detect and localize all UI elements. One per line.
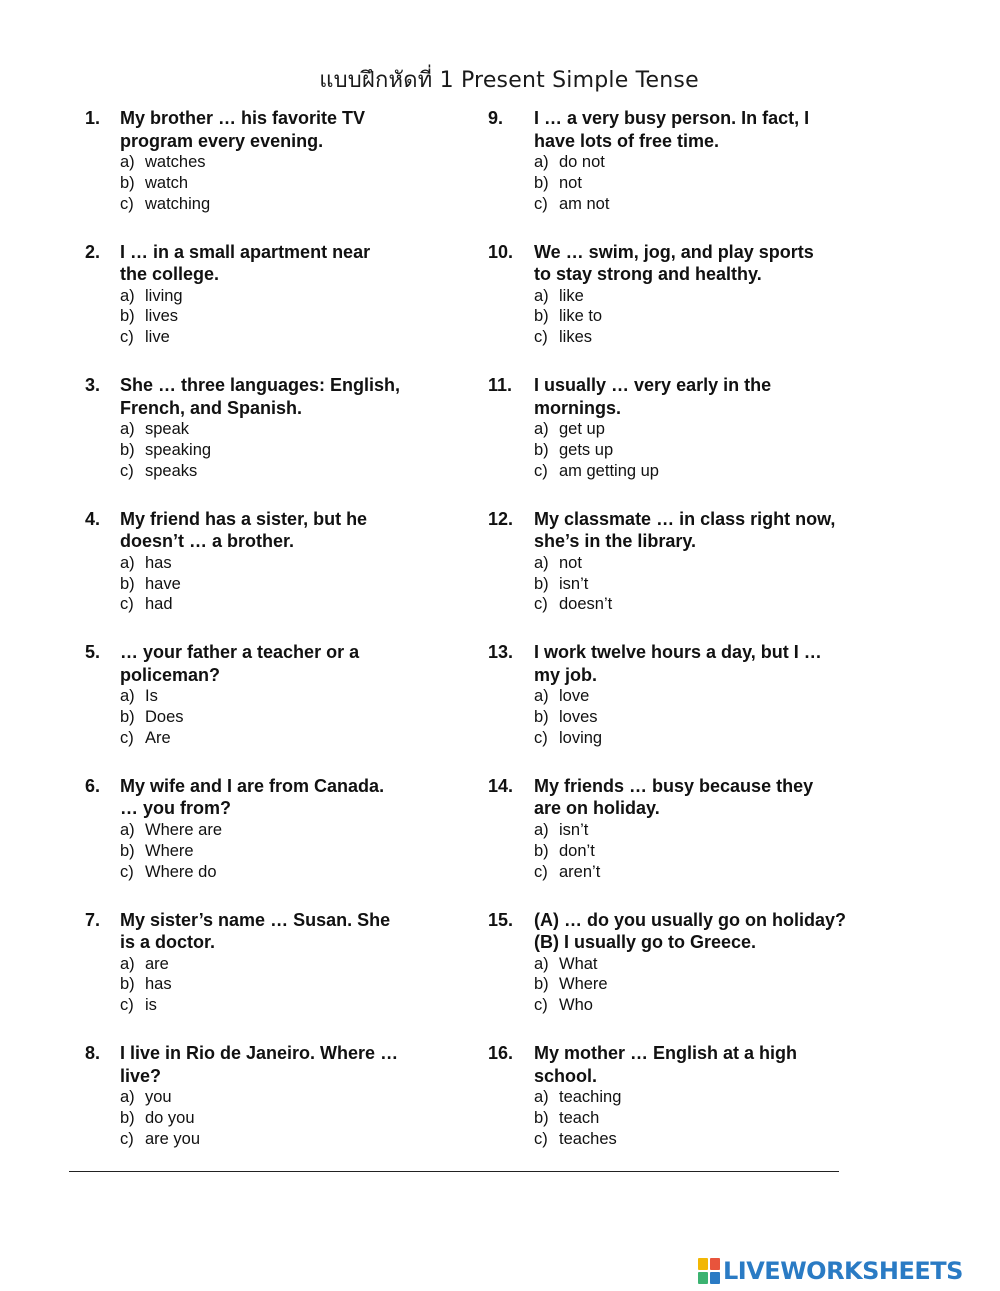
- answer-option[interactable]: [120, 820, 445, 841]
- question-text: [120, 508, 445, 553]
- question-number: 15.: [488, 909, 514, 930]
- option-text: has: [145, 553, 172, 572]
- question-item: [85, 909, 445, 1043]
- logo-blocks-icon: [698, 1258, 720, 1284]
- answer-options: [120, 1087, 445, 1149]
- answer-option[interactable]: [534, 327, 908, 348]
- option-text: are you: [145, 1129, 201, 1148]
- option-text: has: [145, 975, 172, 994]
- question-text: [120, 909, 445, 954]
- option-text: Where: [559, 975, 608, 994]
- answer-option[interactable]: [534, 440, 908, 461]
- question-number: 10.: [488, 241, 514, 262]
- answer-options: [534, 1087, 908, 1149]
- option-letter: c): [534, 1129, 548, 1148]
- questions-right-column: [488, 107, 908, 1176]
- option-text: live: [145, 328, 170, 347]
- answer-option[interactable]: [534, 707, 908, 728]
- question-item: [85, 641, 445, 775]
- option-text: get up: [559, 420, 605, 439]
- option-letter: c): [120, 862, 134, 881]
- option-letter: a): [120, 687, 135, 706]
- answer-option[interactable]: [534, 862, 908, 883]
- question-item: [85, 241, 445, 375]
- question-text: [534, 241, 908, 286]
- worksheet-title: แบบฝึกหัดที่ 1 Present Simple Tense: [319, 68, 699, 93]
- option-letter: b): [534, 307, 549, 326]
- option-letter: b): [120, 975, 135, 994]
- answer-options: [534, 553, 908, 615]
- question-text-line: policeman?: [120, 664, 221, 685]
- question-number: 16.: [488, 1043, 514, 1064]
- question-number: 2.: [85, 241, 101, 262]
- question-text-line: the college.: [120, 264, 220, 285]
- option-text: had: [145, 595, 173, 614]
- answer-options: [120, 553, 445, 615]
- option-letter: c): [534, 728, 548, 747]
- question-item: [488, 1042, 908, 1176]
- option-letter: c): [534, 996, 548, 1015]
- answer-option[interactable]: [120, 152, 445, 173]
- option-text: like: [559, 286, 584, 305]
- option-text: loving: [559, 728, 603, 747]
- option-letter: b): [534, 841, 549, 860]
- option-letter: b): [534, 574, 549, 593]
- option-letter: b): [120, 708, 135, 727]
- answer-option[interactable]: [534, 461, 908, 482]
- option-text: do you: [145, 1108, 195, 1127]
- option-letter: c): [534, 194, 548, 213]
- question-text-line: … your father a teacher or a: [120, 642, 360, 663]
- option-text: gets up: [559, 440, 614, 459]
- answer-option[interactable]: [120, 419, 445, 440]
- question-number: 6.: [85, 775, 101, 796]
- answer-option[interactable]: [120, 461, 445, 482]
- question-item: [488, 107, 908, 241]
- option-letter: c): [120, 1129, 134, 1148]
- question-text-line: is a doctor.: [120, 932, 216, 953]
- question-number: 12.: [488, 508, 514, 529]
- questions-left-column: [85, 107, 445, 1176]
- answer-option[interactable]: [120, 594, 445, 615]
- answer-options: [120, 419, 445, 481]
- answer-option[interactable]: [120, 1087, 445, 1108]
- question-number: 11.: [488, 375, 513, 396]
- answer-options: [534, 152, 908, 214]
- answer-options: [120, 152, 445, 214]
- option-text: likes: [559, 328, 593, 347]
- answer-option[interactable]: [120, 862, 445, 883]
- question-text-line: She … three languages: English,: [120, 375, 401, 396]
- question-text-line: I live in Rio de Janeiro. Where …: [120, 1043, 399, 1064]
- answer-option[interactable]: [534, 306, 908, 327]
- option-letter: c): [120, 728, 134, 747]
- option-text: Where: [145, 841, 194, 860]
- option-letter: b): [534, 975, 549, 994]
- option-letter: a): [534, 1088, 549, 1107]
- option-letter: c): [120, 194, 134, 213]
- question-number: 3.: [85, 375, 101, 396]
- option-text: are: [145, 954, 169, 973]
- question-item: [488, 241, 908, 375]
- answer-option[interactable]: [120, 954, 445, 975]
- option-text: Is: [145, 687, 158, 706]
- question-text-line: school.: [534, 1065, 598, 1086]
- logo-block: [698, 1272, 708, 1284]
- option-letter: b): [120, 307, 135, 326]
- question-item: [488, 775, 908, 909]
- answer-option[interactable]: [120, 173, 445, 194]
- answer-option[interactable]: [534, 594, 908, 615]
- option-letter: a): [534, 286, 549, 305]
- question-text: [534, 775, 908, 820]
- question-text: [120, 1042, 445, 1087]
- question-text-line: My wife and I are from Canada.: [120, 775, 385, 796]
- question-text-line: My brother … his favorite TV: [120, 108, 366, 128]
- answer-option[interactable]: [534, 974, 908, 995]
- answer-option[interactable]: [534, 574, 908, 595]
- option-letter: a): [120, 820, 135, 839]
- answer-option[interactable]: [534, 841, 908, 862]
- option-letter: a): [120, 954, 135, 973]
- logo-block: [698, 1258, 708, 1270]
- answer-options: [120, 954, 445, 1016]
- option-letter: c): [534, 862, 548, 881]
- question-number: 8.: [85, 1043, 101, 1064]
- option-text: What: [559, 954, 598, 973]
- option-letter: b): [534, 440, 549, 459]
- answer-option[interactable]: [534, 686, 908, 707]
- option-letter: b): [120, 1108, 135, 1127]
- option-letter: c): [534, 461, 548, 480]
- question-item: [85, 107, 445, 241]
- answer-option[interactable]: [120, 286, 445, 307]
- answer-option[interactable]: [534, 1087, 908, 1108]
- question-text-line: doesn’t … a brother.: [120, 531, 295, 552]
- question-text: [120, 775, 445, 820]
- question-text: [120, 641, 445, 686]
- answer-options: [534, 419, 908, 481]
- option-letter: c): [120, 461, 134, 480]
- option-text: have: [145, 574, 181, 593]
- answer-option[interactable]: [120, 974, 445, 995]
- option-text: not: [559, 173, 582, 192]
- question-text-line: My friends … busy because they: [534, 775, 814, 796]
- question-text: [534, 374, 908, 419]
- question-text-line: have lots of free time.: [534, 130, 720, 151]
- answer-option[interactable]: [120, 306, 445, 327]
- option-text: not: [559, 553, 582, 572]
- option-letter: c): [534, 595, 548, 614]
- answer-option[interactable]: [120, 327, 445, 348]
- option-letter: a): [534, 820, 549, 839]
- option-letter: a): [534, 954, 549, 973]
- answer-option[interactable]: [120, 574, 445, 595]
- option-text: teach: [559, 1108, 600, 1127]
- question-item: [488, 641, 908, 775]
- answer-option[interactable]: [534, 728, 908, 749]
- question-number: 4.: [85, 508, 101, 529]
- option-text: Where are: [145, 820, 223, 839]
- question-text-line: are on holiday.: [534, 798, 660, 819]
- question-text: [120, 107, 445, 152]
- question-item: [85, 1042, 445, 1176]
- option-letter: a): [120, 420, 135, 439]
- option-letter: a): [120, 553, 135, 572]
- option-text: like to: [559, 307, 603, 326]
- option-text: living: [145, 286, 183, 305]
- option-text: you: [145, 1088, 172, 1107]
- answer-options: [534, 286, 908, 348]
- answer-option[interactable]: [534, 820, 908, 841]
- question-text-line: We … swim, jog, and play sports: [534, 241, 814, 262]
- option-letter: b): [120, 574, 135, 593]
- option-text: do not: [559, 153, 605, 171]
- answer-option[interactable]: [120, 707, 445, 728]
- answer-option[interactable]: [534, 286, 908, 307]
- option-text: isn’t: [559, 574, 589, 593]
- question-text: [534, 909, 908, 954]
- option-text: speaking: [145, 440, 212, 459]
- logo-text: LIVEWORKSHEETS: [723, 1257, 963, 1285]
- option-letter: a): [534, 420, 549, 439]
- option-letter: a): [120, 1088, 135, 1107]
- question-number: 9.: [488, 108, 504, 128]
- question-text-line: My sister’s name … Susan. She: [120, 909, 391, 930]
- option-letter: a): [534, 687, 549, 706]
- answer-option[interactable]: [534, 173, 908, 194]
- option-text: watch: [145, 173, 189, 192]
- option-letter: c): [120, 996, 134, 1015]
- answer-option[interactable]: [534, 553, 908, 574]
- option-text: is: [145, 996, 157, 1015]
- option-text: watching: [145, 194, 211, 213]
- option-letter: a): [534, 153, 549, 171]
- logo-block: [710, 1258, 720, 1270]
- question-text-line: she’s in the library.: [534, 531, 697, 552]
- question-text: [534, 107, 908, 152]
- answer-option[interactable]: [534, 954, 908, 975]
- answer-option[interactable]: [534, 1129, 908, 1150]
- option-letter: b): [534, 708, 549, 727]
- question-text-line: my job.: [534, 664, 598, 685]
- question-item: [488, 508, 908, 642]
- question-number: 1.: [85, 108, 101, 128]
- option-text: lives: [145, 307, 179, 326]
- option-letter: c): [120, 328, 134, 347]
- answer-options: [120, 820, 445, 882]
- bottom-divider: [69, 1171, 839, 1172]
- option-text: teaching: [559, 1088, 622, 1107]
- question-text-line: (B) I usually go to Greece.: [534, 932, 757, 953]
- question-text-line: My classmate … in class right now,: [534, 508, 836, 529]
- option-text: Where do: [145, 862, 217, 881]
- option-letter: b): [120, 841, 135, 860]
- answer-option[interactable]: [120, 841, 445, 862]
- question-text-line: live?: [120, 1065, 162, 1086]
- question-number: 7.: [85, 909, 101, 930]
- question-text-line: My friend has a sister, but he: [120, 508, 368, 529]
- option-text: doesn’t: [559, 595, 613, 614]
- question-text: [120, 374, 445, 419]
- answer-option[interactable]: [534, 419, 908, 440]
- question-text-line: mornings.: [534, 397, 622, 418]
- option-letter: a): [120, 153, 135, 171]
- option-text: isn’t: [559, 820, 589, 839]
- answer-option[interactable]: [120, 1129, 445, 1150]
- question-text-line: I … a very busy person. In fact, I: [534, 108, 810, 128]
- answer-option[interactable]: [120, 194, 445, 215]
- question-text-line: I work twelve hours a day, but I …: [534, 642, 822, 663]
- option-text: Does: [145, 708, 184, 727]
- answer-option[interactable]: [120, 995, 445, 1016]
- answer-option[interactable]: [120, 1108, 445, 1129]
- option-text: loves: [559, 708, 598, 727]
- option-letter: a): [534, 553, 549, 572]
- question-text-line: program every evening.: [120, 130, 324, 151]
- question-text: [534, 641, 908, 686]
- question-text: [534, 1042, 908, 1087]
- option-text: speak: [145, 420, 190, 439]
- question-text-line: I usually … very early in the: [534, 375, 772, 396]
- answer-options: [120, 686, 445, 748]
- question-item: [85, 374, 445, 508]
- answer-option[interactable]: [534, 995, 908, 1016]
- answer-option[interactable]: [120, 728, 445, 749]
- question-text-line: I … in a small apartment near: [120, 241, 371, 262]
- question-number: 14.: [488, 775, 514, 796]
- question-item: [488, 374, 908, 508]
- option-letter: b): [120, 173, 135, 192]
- answer-options: [534, 820, 908, 882]
- answer-option[interactable]: [534, 1108, 908, 1129]
- question-item: [488, 909, 908, 1043]
- question-number: 5.: [85, 642, 101, 663]
- option-text: am not: [559, 194, 610, 213]
- option-text: speaks: [145, 461, 198, 480]
- answer-option[interactable]: [120, 440, 445, 461]
- option-letter: b): [534, 1108, 549, 1127]
- answer-option[interactable]: [534, 152, 908, 173]
- question-text-line: My mother … English at a high: [534, 1043, 798, 1064]
- question-text-line: (A) … do you usually go on holiday?: [534, 909, 846, 930]
- option-letter: c): [120, 595, 134, 614]
- question-item: [85, 775, 445, 909]
- logo-block: [710, 1272, 720, 1284]
- answer-options: [534, 686, 908, 748]
- liveworksheets-logo: [698, 1257, 963, 1285]
- option-text: love: [559, 687, 590, 706]
- answer-option[interactable]: [120, 686, 445, 707]
- question-text-line: … you from?: [120, 798, 231, 819]
- answer-options: [120, 286, 445, 348]
- option-text: teaches: [559, 1129, 617, 1148]
- option-letter: a): [120, 286, 135, 305]
- option-text: Who: [559, 996, 593, 1015]
- question-text: [120, 241, 445, 286]
- question-text-line: French, and Spanish.: [120, 397, 303, 418]
- question-item: [85, 508, 445, 642]
- option-text: watches: [145, 153, 206, 171]
- option-text: aren’t: [559, 862, 601, 881]
- option-letter: b): [534, 173, 549, 192]
- answer-option[interactable]: [534, 194, 908, 215]
- question-text-line: to stay strong and healthy.: [534, 264, 762, 285]
- option-text: Are: [145, 728, 171, 747]
- option-letter: c): [534, 328, 548, 347]
- answer-options: [534, 954, 908, 1016]
- question-text: [534, 508, 908, 553]
- option-letter: b): [120, 440, 135, 459]
- answer-option[interactable]: [120, 553, 445, 574]
- option-text: am getting up: [559, 461, 659, 480]
- question-number: 13.: [488, 642, 514, 663]
- option-text: don’t: [559, 841, 595, 860]
